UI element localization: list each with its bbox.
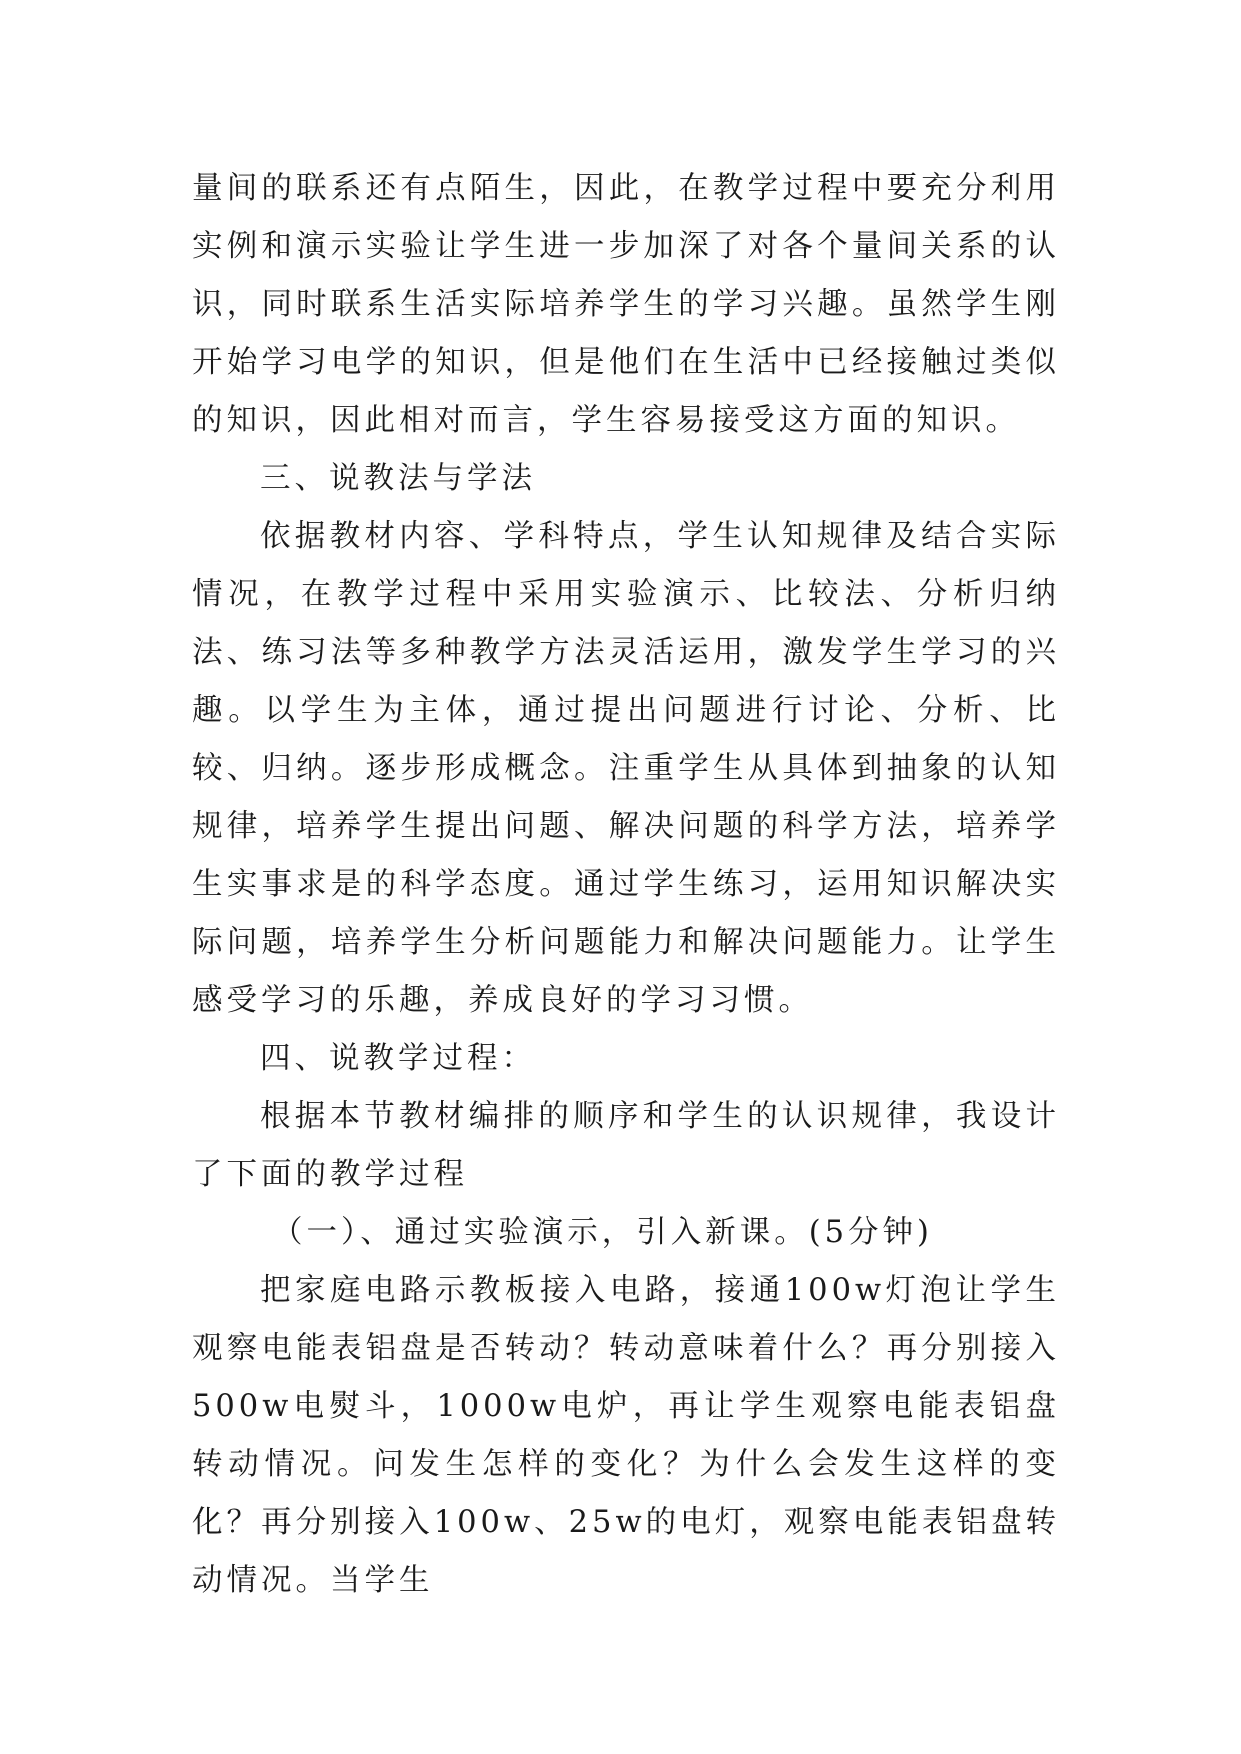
paragraph-continuation: 量间的联系还有点陌生，因此，在教学过程中要充分利用实例和演示实验让学生进一步加深了对各个量间关系的认识，同时联系生活实际培养学生的学习兴趣。虽然学生刚开始学习电学的知识，但是他们在生活中已经接触过类似的知识，因此相对而言，学生容易接受这方面的知识。	[192, 171, 1060, 438]
document-body	[192, 160, 1060, 1610]
paragraph-teaching-methods: 依据教材内容、学科特点，学生认知规律及结合实际情况，在教学过程中采用实验演示、比较法、分析归纳法、练习法等多种教学方法灵活运用，激发学生学习的兴趣。以学生为主体，通过提出问题进行讨论、分析、比较、归纳。逐步形成概念。注重学生从具体到抽象的认知规律，培养学生提出问题、解决问题的科学方法，培养学生实事求是的科学态度。通过学生练习，运用知识解决实际问题，培养学生分析问题能力和解决问题能力。让学生感受学习的乐趣，养成良好的学习习惯。	[192, 519, 1060, 1018]
section-heading-teaching-methods: 三、说教法与学法	[260, 461, 536, 496]
paragraph-experiment: 把家庭电路示教板接入电路，接通100w灯泡让学生观察电能表铝盘是否转动？转动意味着什么？再分别接入500w电熨斗，1000w电炉，再让学生观察电能表铝盘转动情况。问发生怎样的变化？为什么会发生这样的变化？再分别接入100w、25w的电灯，观察电能表铝盘转动情况。当学生	[192, 1273, 1060, 1598]
sub-heading-experiment-intro: （一）、通过实验演示，引入新课。(5分钟)	[272, 1215, 933, 1250]
section-heading-teaching-process: 四、说教学过程：	[260, 1041, 536, 1076]
paragraph-process-intro: 根据本节教材编排的顺序和学生的认识规律，我设计了下面的教学过程	[192, 1099, 1060, 1192]
